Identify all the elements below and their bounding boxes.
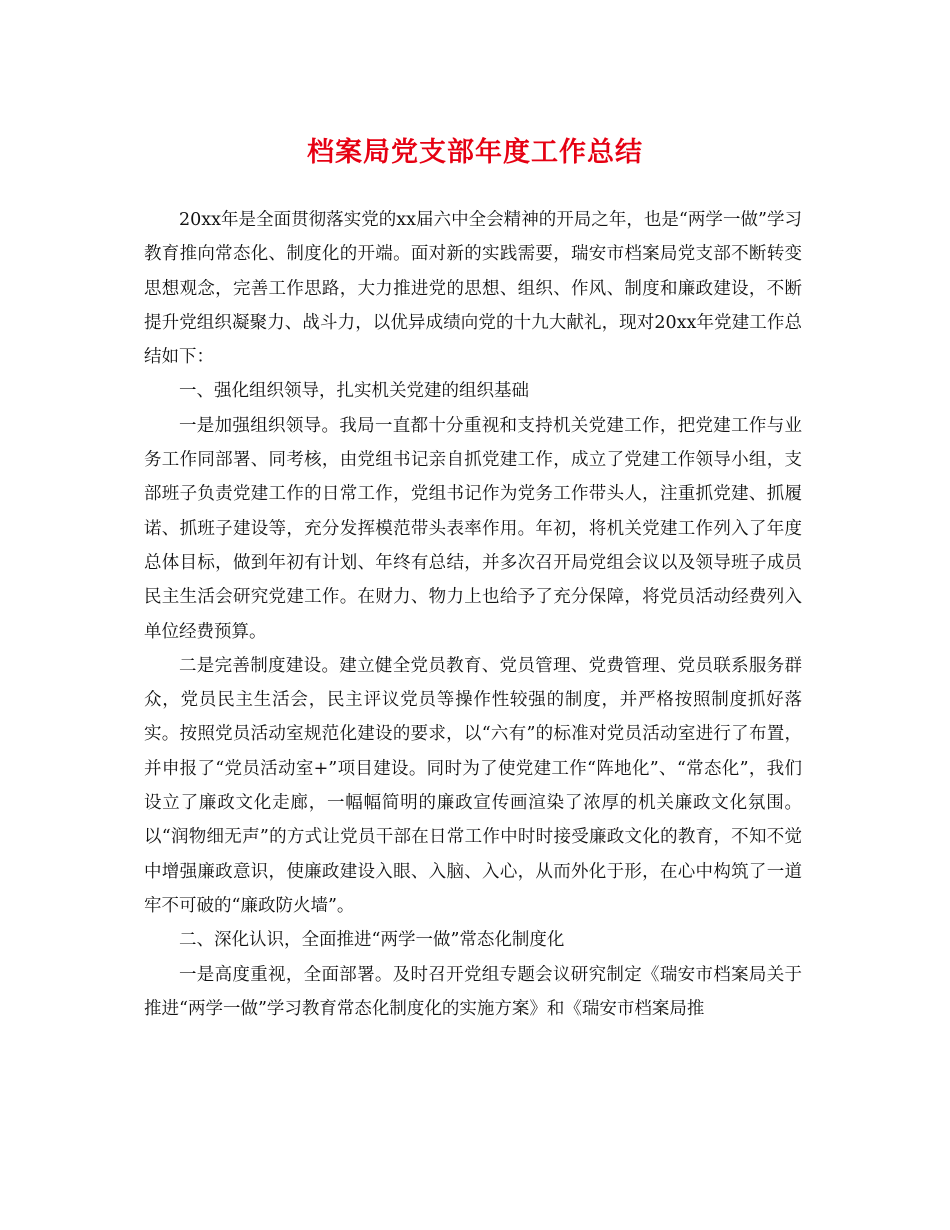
paragraph-organization-leadership: 一是加强组织领导。我局一直都十分重视和支持机关党建工作，把党建工作与业务工作同部署、同考核，由党组书记亲自抓党建工作，成立了党建工作领导小组，支部班子负责党建工作的日常工作，党组书记作为党务工作带头人，注重抓党建、抓履诺、抓班子建设等，充分发挥模范带头表率作用。年初，将机关党建工作列入了年度总体目标，做到年初有计划、年终有总结，并多次召开局党组会议以及领导班子成员民主生活会研究党建工作。在财力、物力上也给予了充分保障，将党员活动经费列入单位经费预算。 xyxy=(144,415,802,642)
section-heading-2: 二、深化认识，全面推进“两学一做”常态化制度化 xyxy=(179,930,565,951)
document-title: 档案局党支部年度工作总结 xyxy=(307,137,643,168)
paragraph-system-building: 二是完善制度建设。建立健全党员教育、党员管理、党费管理、党员联系服务群众，党员民主生活会，民主评议党员等操作性较强的制度，并严格按照制度抓好落实。按照党员活动室规范化建设的要求，以“六有”的标准对党员活动室进行了布置，并申报了“党员活动室+”项目建设。同时为了使党建工作“阵地化”、“常态化”，我们设立了廉政文化走廊，一幅幅简明的廉政宣传画渲染了浓厚的机关廉政文化氛围。以“润物细无声”的方式让党员干部在日常工作中时时接受廉政文化的教育，不知不觉中增强廉政意识，使廉政建设入眼、入脑、入心，从而外化于形，在心中构筑了一道牢不可破的“廉政防火墙”。 xyxy=(144,655,802,916)
paragraph-intro: 20xx年是全面贯彻落实党的xx届六中全会精神的开局之年，也是“两学一做”学习教育推向常态化、制度化的开端。面对新的实践需要，瑞安市档案局党支部不断转变思想观念，完善工作思路，大力推进党的思想、组织、作风、制度和廉政建设，不断提升党组织凝聚力、战斗力，以优异成绩向党的十九大献礼，现对20xx年党建工作总结如下： xyxy=(144,210,802,368)
document-body xyxy=(144,203,802,1026)
section-heading-1: 一、强化组织领导，扎实机关党建的组织基础 xyxy=(179,381,529,402)
paragraph-deployment: 一是高度重视，全面部署。及时召开党组专题会议研究制定《瑞安市档案局关于推进“两学一做”学习教育常态化制度化的实施方案》和《瑞安市档案局推 xyxy=(144,964,802,1019)
